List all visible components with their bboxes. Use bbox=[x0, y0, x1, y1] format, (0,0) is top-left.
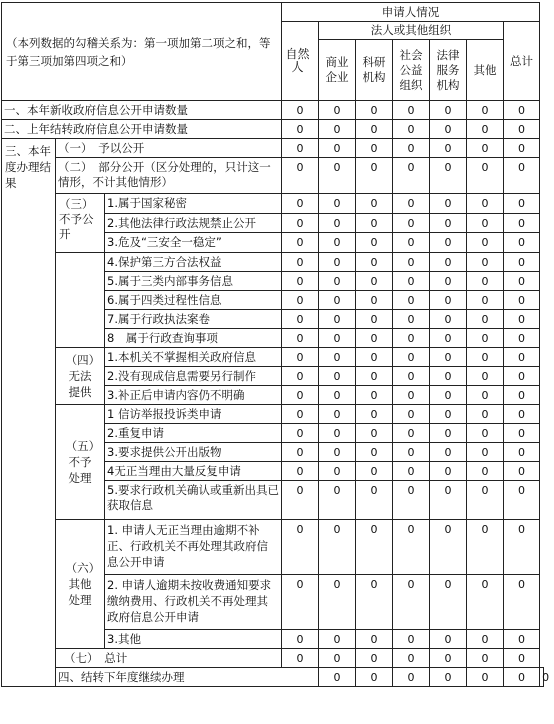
cell-value: 0 bbox=[393, 194, 430, 214]
cell-value: 0 bbox=[504, 649, 540, 668]
cell-value: 0 bbox=[282, 649, 319, 668]
group-cannot-provide: （四）无法提供 bbox=[56, 348, 105, 405]
cell-value: 0 bbox=[504, 291, 540, 310]
total-header: 总计 bbox=[504, 22, 540, 101]
cell-value: 0 bbox=[430, 158, 467, 194]
cell-value: 0 bbox=[504, 101, 540, 120]
cell-value: 0 bbox=[393, 386, 430, 405]
row-label: 1 信访举报投诉类申请 bbox=[105, 405, 282, 424]
cell-value: 0 bbox=[356, 253, 393, 272]
row-label: 2.没有现成信息需要另行制作 bbox=[105, 367, 282, 386]
cell-value: 0 bbox=[430, 310, 467, 329]
formula-note: （本列数据的勾稽关系为：第一项加第二项之和，等于第三项加第四项之和） bbox=[2, 3, 282, 101]
cell-value: 0 bbox=[356, 367, 393, 386]
cell-value: 0 bbox=[393, 348, 430, 367]
cell-value: 0 bbox=[356, 291, 393, 310]
cell-value: 0 bbox=[430, 575, 467, 630]
cell-value: 0 bbox=[319, 575, 356, 630]
cell-value: 0 bbox=[319, 253, 356, 272]
cell-value: 0 bbox=[393, 233, 430, 253]
cell-value: 0 bbox=[430, 272, 467, 291]
cell-value: 0 bbox=[393, 139, 430, 158]
cell-value: 0 bbox=[282, 367, 319, 386]
cell-value: 0 bbox=[282, 462, 319, 481]
cell-value: 0 bbox=[319, 462, 356, 481]
cell-value: 0 bbox=[430, 139, 467, 158]
cell-value: 0 bbox=[430, 386, 467, 405]
cell-value: 0 bbox=[356, 139, 393, 158]
row-label: 1.属于国家秘密 bbox=[105, 194, 282, 214]
cell-value: 0 bbox=[467, 348, 504, 367]
cell-value: 0 bbox=[319, 272, 356, 291]
cell-value: 0 bbox=[356, 630, 393, 649]
cell-value: 0 bbox=[356, 668, 393, 687]
section-3-title: 三、本年度办理结果 bbox=[2, 139, 56, 687]
cell-value: 0 bbox=[356, 649, 393, 668]
cell-value: 0 bbox=[467, 272, 504, 291]
cell-value: 0 bbox=[504, 120, 540, 139]
cell-value: 0 bbox=[504, 424, 540, 443]
cell-value: 0 bbox=[504, 367, 540, 386]
cell-value: 0 bbox=[356, 214, 393, 233]
cell-value: 0 bbox=[467, 329, 504, 348]
row-label: 4.保护第三方合法权益 bbox=[105, 253, 282, 272]
cell-value: 0 bbox=[467, 575, 504, 630]
cell-value: 0 bbox=[282, 424, 319, 443]
row-label: 一、本年新收政府信息公开申请数量 bbox=[2, 101, 282, 120]
cell-value: 0 bbox=[393, 253, 430, 272]
cell-value: 0 bbox=[467, 443, 504, 462]
cell-value: 0 bbox=[504, 462, 540, 481]
cell-value: 0 bbox=[430, 520, 467, 575]
cell-value: 0 bbox=[430, 120, 467, 139]
cell-value: 0 bbox=[504, 668, 540, 687]
other-header: 其他 bbox=[467, 40, 504, 101]
cell-value: 0 bbox=[282, 520, 319, 575]
cell-value: 0 bbox=[504, 386, 540, 405]
cell-value: 0 bbox=[393, 575, 430, 630]
cell-value: 0 bbox=[393, 158, 430, 194]
row-label: 4无正当理由大量反复申请 bbox=[105, 462, 282, 481]
cell-value: 0 bbox=[504, 481, 540, 520]
table-row bbox=[2, 668, 544, 687]
row-label: 5.属于三类内部事务信息 bbox=[105, 272, 282, 291]
cell-value: 0 bbox=[282, 348, 319, 367]
cell-value: 0 bbox=[504, 443, 540, 462]
cell-value: 0 bbox=[319, 120, 356, 139]
cell-value: 0 bbox=[393, 310, 430, 329]
row-label: （一） 予以公开 bbox=[56, 139, 282, 158]
row-label: 8 属于行政查询事项 bbox=[105, 329, 282, 348]
cell-value: 0 bbox=[356, 272, 393, 291]
cell-value: 0 bbox=[540, 668, 544, 687]
cell-value: 0 bbox=[504, 405, 540, 424]
cell-value: 0 bbox=[319, 424, 356, 443]
table-row bbox=[2, 101, 544, 120]
cell-value: 0 bbox=[467, 649, 504, 668]
row-label: （七） 总计 bbox=[56, 649, 282, 668]
cell-value: 0 bbox=[504, 329, 540, 348]
cell-value: 0 bbox=[356, 575, 393, 630]
cell-value: 0 bbox=[319, 310, 356, 329]
cell-value: 0 bbox=[430, 462, 467, 481]
cell-value: 0 bbox=[430, 291, 467, 310]
cell-value: 0 bbox=[467, 424, 504, 443]
cell-value: 0 bbox=[282, 253, 319, 272]
cell-value: 0 bbox=[430, 253, 467, 272]
cell-value: 0 bbox=[430, 649, 467, 668]
table-row bbox=[2, 120, 544, 139]
cell-value: 0 bbox=[282, 575, 319, 630]
cell-value: 0 bbox=[467, 158, 504, 194]
social-welfare-header: 社会公益组织 bbox=[393, 40, 430, 101]
cell-value: 0 bbox=[430, 367, 467, 386]
gov-info-disclosure-table bbox=[1, 2, 550, 687]
row-label: 6.属于四类过程性信息 bbox=[105, 291, 282, 310]
cell-value: 0 bbox=[282, 329, 319, 348]
cell-value: 0 bbox=[319, 367, 356, 386]
cell-value: 0 bbox=[467, 101, 504, 120]
cell-value: 0 bbox=[319, 405, 356, 424]
cell-value: 0 bbox=[282, 120, 319, 139]
cell-value: 0 bbox=[393, 649, 430, 668]
table-row bbox=[2, 253, 544, 272]
cell-value: 0 bbox=[504, 348, 540, 367]
natural-person-header: 自然人 bbox=[282, 22, 319, 101]
cell-value: 0 bbox=[393, 367, 430, 386]
cell-value: 0 bbox=[467, 139, 504, 158]
cell-value: 0 bbox=[282, 443, 319, 462]
table-row bbox=[2, 649, 544, 668]
cell-value: 0 bbox=[430, 348, 467, 367]
cell-value: 0 bbox=[467, 668, 504, 687]
cell-value: 0 bbox=[356, 386, 393, 405]
cell-value: 0 bbox=[504, 139, 540, 158]
cell-value: 0 bbox=[356, 405, 393, 424]
cell-value: 0 bbox=[430, 443, 467, 462]
row-label: 3.要求提供公开出版物 bbox=[105, 443, 282, 462]
row-label: 5.要求行政机关确认或重新出具已获取信息 bbox=[105, 481, 282, 520]
cell-value: 0 bbox=[356, 158, 393, 194]
cell-value: 0 bbox=[504, 194, 540, 214]
cell-value: 0 bbox=[504, 253, 540, 272]
cell-value: 0 bbox=[356, 443, 393, 462]
legal-entity-header: 法人或其他组织 bbox=[319, 22, 504, 40]
cell-value: 0 bbox=[504, 575, 540, 630]
cell-value: 0 bbox=[356, 120, 393, 139]
group-other-processing: （六）其他处理 bbox=[56, 520, 105, 649]
cell-value: 0 bbox=[356, 233, 393, 253]
row-label: （二） 部分公开（区分处理的，只计这一情形，不计其他情形） bbox=[56, 158, 282, 194]
cell-value: 0 bbox=[319, 233, 356, 253]
row-label: 7.属于行政执法案卷 bbox=[105, 310, 282, 329]
cell-value: 0 bbox=[319, 329, 356, 348]
group-not-disclosed-cont bbox=[56, 253, 105, 348]
legal-service-header: 法律服务机构 bbox=[430, 40, 467, 101]
cell-value: 0 bbox=[504, 272, 540, 291]
cell-value: 0 bbox=[467, 291, 504, 310]
cell-value: 0 bbox=[319, 481, 356, 520]
cell-value: 0 bbox=[319, 291, 356, 310]
cell-value: 0 bbox=[319, 194, 356, 214]
cell-value: 0 bbox=[319, 630, 356, 649]
applicant-info-header: 申请人情况 bbox=[282, 3, 540, 22]
row-label: 1.本机关不掌握相关政府信息 bbox=[105, 348, 282, 367]
cell-value: 0 bbox=[467, 233, 504, 253]
cell-value: 0 bbox=[282, 139, 319, 158]
research-header: 科研机构 bbox=[356, 40, 393, 101]
cell-value: 0 bbox=[467, 194, 504, 214]
cell-value: 0 bbox=[282, 233, 319, 253]
cell-value: 0 bbox=[319, 214, 356, 233]
cell-value: 0 bbox=[467, 462, 504, 481]
cell-value: 0 bbox=[393, 462, 430, 481]
row-label: 3.其他 bbox=[105, 630, 282, 649]
cell-value: 0 bbox=[282, 158, 319, 194]
cell-value: 0 bbox=[430, 481, 467, 520]
group-not-disclosed: （三）不予公开 bbox=[56, 194, 105, 253]
row-label: 二、上年结转政府信息公开申请数量 bbox=[2, 120, 282, 139]
cell-value: 0 bbox=[319, 139, 356, 158]
row-label: 四、结转下年度继续办理 bbox=[56, 668, 319, 687]
cell-value: 0 bbox=[504, 520, 540, 575]
cell-value: 0 bbox=[319, 386, 356, 405]
cell-value: 0 bbox=[467, 253, 504, 272]
cell-value: 0 bbox=[319, 348, 356, 367]
cell-value: 0 bbox=[504, 310, 540, 329]
cell-value: 0 bbox=[356, 481, 393, 520]
cell-value: 0 bbox=[393, 443, 430, 462]
cell-value: 0 bbox=[467, 310, 504, 329]
cell-value: 0 bbox=[282, 291, 319, 310]
cell-value: 0 bbox=[467, 520, 504, 575]
cell-value: 0 bbox=[430, 101, 467, 120]
cell-value: 0 bbox=[467, 120, 504, 139]
cell-value: 0 bbox=[356, 348, 393, 367]
row-label: 3.危及“三安全一稳定” bbox=[105, 233, 282, 253]
cell-value: 0 bbox=[467, 481, 504, 520]
cell-value: 0 bbox=[393, 329, 430, 348]
cell-value: 0 bbox=[282, 194, 319, 214]
cell-value: 0 bbox=[393, 481, 430, 520]
table-row bbox=[2, 139, 544, 158]
cell-value: 0 bbox=[430, 214, 467, 233]
cell-value: 0 bbox=[393, 424, 430, 443]
row-label: 3.补正后申请内容仍不明确 bbox=[105, 386, 282, 405]
cell-value: 0 bbox=[430, 424, 467, 443]
row-label: 1. 申请人无正当理由逾期不补正、行政机关不再处理其政府信息公开申请 bbox=[105, 520, 282, 575]
cell-value: 0 bbox=[467, 367, 504, 386]
cell-value: 0 bbox=[393, 214, 430, 233]
cell-value: 0 bbox=[504, 630, 540, 649]
cell-value: 0 bbox=[393, 630, 430, 649]
cell-value: 0 bbox=[393, 120, 430, 139]
cell-value: 0 bbox=[319, 520, 356, 575]
cell-value: 0 bbox=[393, 405, 430, 424]
cell-value: 0 bbox=[504, 214, 540, 233]
row-label: 2.重复申请 bbox=[105, 424, 282, 443]
cell-value: 0 bbox=[282, 481, 319, 520]
commercial-header: 商业企业 bbox=[319, 40, 356, 101]
cell-value: 0 bbox=[282, 630, 319, 649]
cell-value: 0 bbox=[393, 101, 430, 120]
cell-value: 0 bbox=[393, 668, 430, 687]
cell-value: 0 bbox=[393, 291, 430, 310]
cell-value: 0 bbox=[393, 520, 430, 575]
cell-value: 0 bbox=[430, 233, 467, 253]
table-row bbox=[2, 405, 544, 424]
cell-value: 0 bbox=[393, 272, 430, 291]
table-row bbox=[2, 194, 544, 214]
table-row bbox=[2, 520, 544, 575]
cell-value: 0 bbox=[356, 310, 393, 329]
cell-value: 0 bbox=[356, 329, 393, 348]
cell-value: 0 bbox=[430, 405, 467, 424]
table-row bbox=[2, 348, 544, 367]
cell-value: 0 bbox=[356, 101, 393, 120]
cell-value: 0 bbox=[282, 214, 319, 233]
cell-value: 0 bbox=[430, 329, 467, 348]
cell-value: 0 bbox=[467, 405, 504, 424]
cell-value: 0 bbox=[467, 214, 504, 233]
cell-value: 0 bbox=[467, 386, 504, 405]
cell-value: 0 bbox=[282, 386, 319, 405]
cell-value: 0 bbox=[282, 272, 319, 291]
cell-value: 0 bbox=[282, 101, 319, 120]
cell-value: 0 bbox=[504, 158, 540, 194]
cell-value: 0 bbox=[356, 424, 393, 443]
cell-value: 0 bbox=[504, 233, 540, 253]
cell-value: 0 bbox=[319, 101, 356, 120]
cell-value: 0 bbox=[430, 194, 467, 214]
cell-value: 0 bbox=[356, 462, 393, 481]
row-label: 2.其他法律行政法规禁止公开 bbox=[105, 214, 282, 233]
row-label: 2. 申请人逾期未按收费通知要求缴纳费用、行政机关不再处理其政府信息公开申请 bbox=[105, 575, 282, 630]
cell-value: 0 bbox=[467, 630, 504, 649]
cell-value: 0 bbox=[319, 649, 356, 668]
cell-value: 0 bbox=[356, 194, 393, 214]
table-row bbox=[2, 158, 544, 194]
cell-value: 0 bbox=[430, 630, 467, 649]
cell-value: 0 bbox=[430, 668, 467, 687]
cell-value: 0 bbox=[319, 158, 356, 194]
cell-value: 0 bbox=[356, 520, 393, 575]
cell-value: 0 bbox=[282, 405, 319, 424]
cell-value: 0 bbox=[319, 443, 356, 462]
cell-value: 0 bbox=[282, 310, 319, 329]
group-not-processed: （五）不予处理 bbox=[56, 405, 105, 520]
cell-value: 0 bbox=[319, 668, 356, 687]
